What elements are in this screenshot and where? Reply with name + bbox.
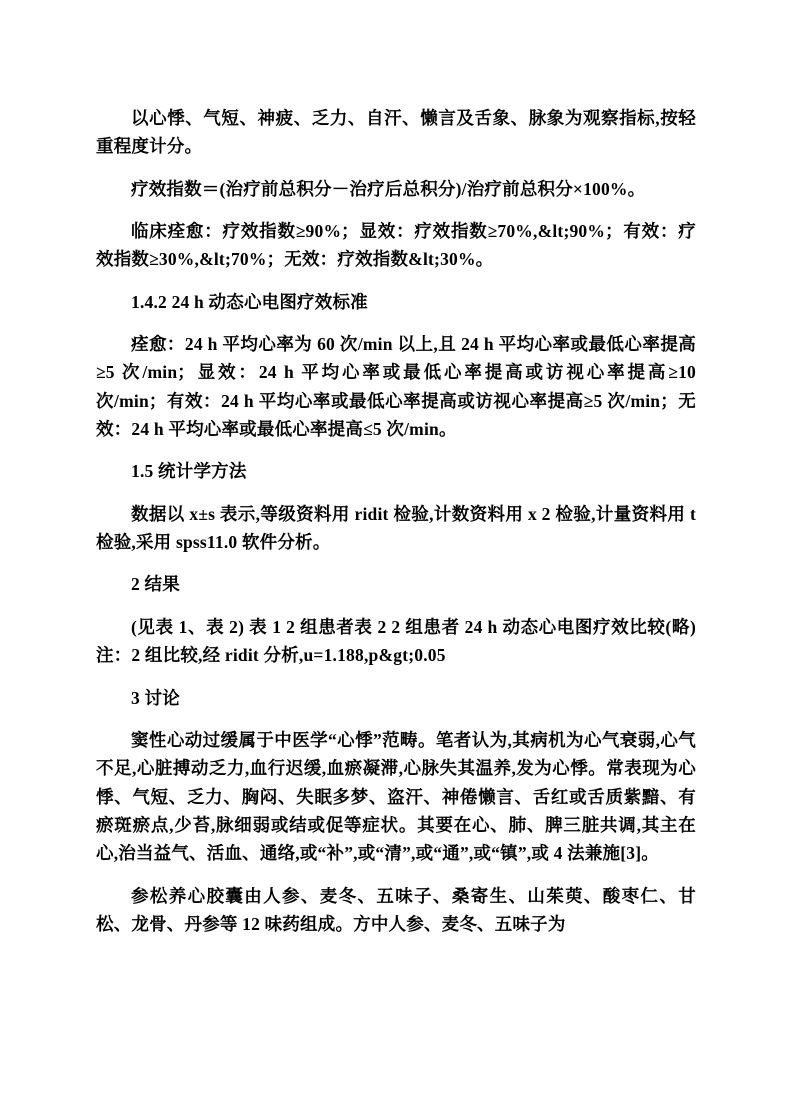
paragraph-discussion-formula-composition: 参松养心胶囊由人参、麦冬、五味子、桑寄生、山茱萸、酸枣仁、甘松、龙骨、丹参等 12 味药组成。方中人参、麦冬、五味子为: [96, 885, 696, 934]
paragraph-results-tables: (见表 1、表 2) 表 1 2 组患者表 2 2 组患者 24 h 动态心电图疗效比较(略)注：2 组比较,经 ridit 分析,u=1.188,p&gt;0.05: [96, 616, 696, 666]
paragraph-clinical-cure-criteria: 临床痊愈：疗效指数≥90%；显效：疗效指数≥70%,&lt;90%；有效：疗效指数≥30%,&lt;70%；无效：疗效指数&lt;30%。: [96, 221, 696, 270]
heading-holter-efficacy-standard: 1.4.2 24 h 动态心电图疗效标准: [131, 291, 368, 312]
paragraph-observation-indicators: 以心悸、气短、神疲、乏力、自汗、懒言及舌象、脉象为观察指标,按轻重程度计分。: [96, 108, 696, 157]
heading-discussion: 3 讨论: [131, 687, 180, 708]
paragraph-statistical-method-detail: 数据以 x±s 表示,等级资料用 ridit 检验,计数资料用 x 2 检验,计量资料用 t 检验,采用 spss11.0 软件分析。: [96, 503, 696, 553]
document-body: [96, 104, 696, 938]
paragraph-holter-criteria-detail: 痊愈：24 h 平均心率为 60 次/min 以上,且 24 h 平均心率或最低心率提高≥5 次/min；显效：24 h 平均心率或最低心率提高或访视心率提高≥10 次/min；有效：24 h 平均心率或最低心率提高或访视心率提高≥5 次/min；无效：24 h 平均心率或最低心率提高≤5 次/min。: [96, 334, 696, 440]
paragraph-efficacy-index-formula: 疗效指数＝(治疗前总积分－治疗后总积分)/治疗前总积分×100%。: [131, 178, 646, 199]
paragraph-discussion-pathogenesis: 窦性心动过缓属于中医学“心悸”范畴。笔者认为,其病机为心气衰弱,心气不足,心脏搏动乏力,血行迟缓,血瘀凝滞,心脉失其温养,发为心悸。常表现为心悸、气短、乏力、胸闷、失眠多梦、盗汗、神倦懒言、舌红或舌质紫黯、有瘀斑瘀点,少苔,脉细弱或结或促等症状。其要在心、肺、脾三脏共调,其主在心,治当益气、活血、通络,或“补”,或“清”,或“通”,或“镇”,或 4 法兼施[3]。: [96, 729, 696, 864]
heading-results: 2 结果: [131, 574, 180, 595]
heading-statistical-method: 1.5 统计学方法: [131, 461, 247, 482]
